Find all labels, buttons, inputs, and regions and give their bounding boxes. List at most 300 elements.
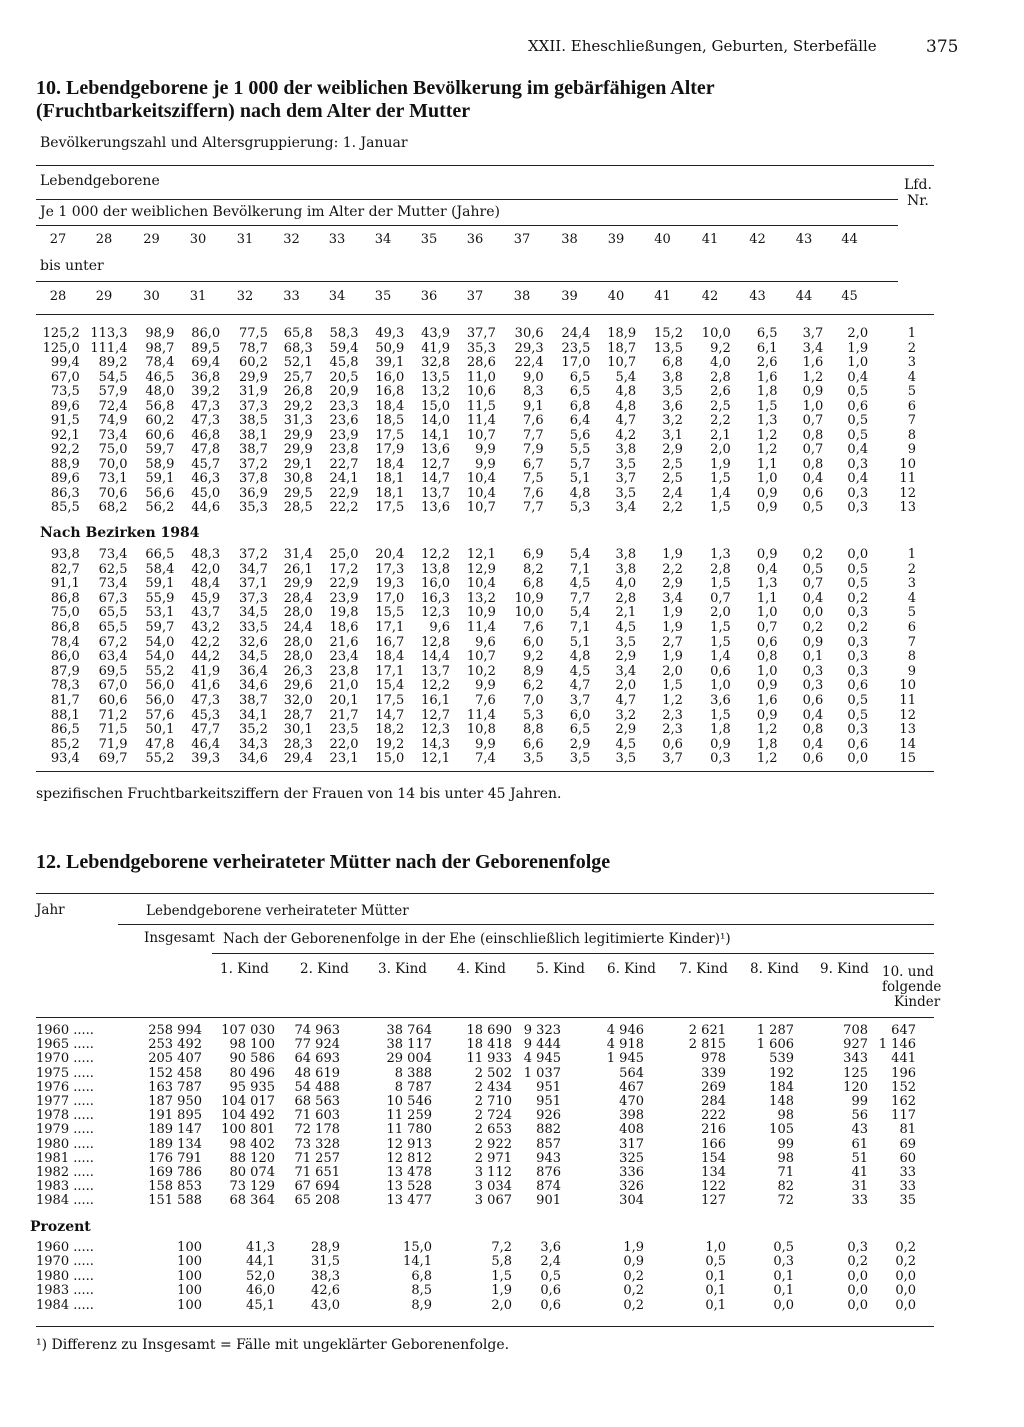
table-cell: 13,7 — [421, 663, 451, 679]
table-cell: 441 — [891, 1051, 916, 1067]
table-row — [36, 487, 916, 500]
table-cell: 2,0 — [615, 678, 637, 694]
table-cell: 0,3 — [847, 500, 869, 515]
table-cell: 0,3 — [710, 751, 731, 767]
table10-head-je1000: Je 1 000 der weiblichen Bevölkerung im Alter der Mutter (Jahre) — [40, 204, 500, 220]
table-cell: 73,4 — [98, 427, 128, 443]
table-cell: 1 945 — [606, 1051, 644, 1067]
table-cell: 2 710 — [474, 1094, 512, 1109]
table-cell: 0,5 — [847, 427, 869, 443]
table-cell: 71 651 — [294, 1165, 340, 1180]
table-cell: 127 — [701, 1193, 726, 1209]
table-cell: 3,5 — [615, 456, 637, 472]
table-cell: 14,7 — [421, 471, 451, 486]
table-cell: 192 — [769, 1065, 794, 1081]
table-cell: 1,0 — [710, 678, 731, 694]
table-cell: 3 034 — [474, 1179, 512, 1195]
table-cell: 21,0 — [329, 678, 359, 694]
table-cell: 91,1 — [50, 576, 80, 592]
table-cell: 18,1 — [375, 485, 405, 501]
table-cell: 4 918 — [606, 1037, 644, 1053]
row-number: 11 — [899, 471, 916, 486]
table-cell: 3,8 — [615, 442, 637, 457]
table-cell: 6,2 — [522, 678, 544, 694]
table-cell: 36,4 — [238, 663, 268, 679]
table-cell: 9,9 — [475, 442, 496, 457]
table-cell: 0,6 — [802, 693, 824, 708]
table-cell: 2 653 — [474, 1122, 512, 1138]
table-cell: 5,1 — [569, 634, 591, 650]
year-cell: 1965 ..... — [36, 1037, 94, 1053]
age-header-cell: 37 — [466, 289, 484, 304]
table-cell: 35,2 — [238, 722, 268, 738]
table-cell: 69,5 — [98, 663, 128, 679]
table-cell: 3,5 — [615, 751, 637, 767]
kind-column-header: 5. Kind — [536, 961, 585, 977]
table-cell: 304 — [619, 1193, 644, 1209]
table-cell: 20,9 — [329, 384, 359, 399]
table-cell: 0,5 — [847, 413, 869, 428]
table-cell: 10,6 — [466, 384, 496, 399]
table-cell: 18,6 — [329, 620, 359, 635]
table-cell: 92,2 — [50, 442, 80, 457]
table-cell: 16,7 — [375, 634, 405, 650]
table-cell: 189 147 — [148, 1122, 202, 1138]
table12-head-10-line3: Kinder — [894, 994, 941, 1010]
table-cell: 7,6 — [522, 413, 544, 428]
table-cell: 71 603 — [294, 1108, 340, 1124]
table-row — [36, 738, 916, 751]
table-cell: 23,5 — [561, 340, 591, 356]
table-cell: 0,1 — [802, 649, 824, 665]
table-row — [36, 650, 916, 663]
table-cell: 1,2 — [662, 693, 683, 708]
table-cell: 43,9 — [421, 326, 451, 341]
table-cell: 36,9 — [238, 485, 268, 501]
row-number: 5 — [907, 384, 916, 399]
table-cell: 1,6 — [756, 369, 778, 385]
table-cell: 122 — [701, 1179, 726, 1195]
table-cell: 11,0 — [466, 369, 496, 385]
table-cell: 38 117 — [386, 1037, 432, 1053]
year-cell: 1984 ..... — [36, 1193, 94, 1209]
table-cell: 4 946 — [606, 1023, 644, 1038]
table-cell: 7,6 — [475, 693, 496, 708]
table-cell: 0,8 — [756, 649, 778, 665]
table-cell: 12 913 — [386, 1136, 432, 1152]
table-cell: 0,6 — [847, 678, 869, 694]
table-cell: 253 492 — [148, 1037, 202, 1053]
table-cell: 64 693 — [294, 1051, 340, 1067]
table-cell: 87,9 — [50, 663, 80, 679]
table-cell: 7,1 — [569, 561, 591, 577]
table-cell: 0,2 — [847, 620, 869, 635]
table-cell: 0,6 — [756, 634, 778, 650]
age-header-cell: 30 — [143, 289, 160, 304]
table-cell: 14,4 — [421, 649, 451, 665]
table-cell: 4,7 — [615, 693, 637, 708]
table-cell: 0,5 — [773, 1240, 794, 1255]
table-cell: 5,4 — [569, 547, 591, 562]
page-number: 375 — [926, 37, 959, 57]
age-header-cell: 44 — [795, 289, 813, 304]
table-cell: 57,9 — [98, 384, 128, 399]
table-cell: 98 100 — [229, 1037, 275, 1053]
table-cell: 42,6 — [311, 1283, 340, 1299]
table-cell: 86,0 — [191, 326, 221, 341]
table-cell: 52,0 — [246, 1268, 275, 1284]
table-cell: 317 — [619, 1136, 644, 1152]
table-cell: 29,9 — [283, 427, 313, 443]
table-cell: 98,9 — [145, 326, 175, 341]
table-row — [36, 472, 916, 485]
table-cell: 0,2 — [623, 1268, 644, 1284]
table-cell: 100 — [177, 1297, 202, 1313]
table-cell: 65,5 — [98, 620, 128, 635]
table-cell: 88,1 — [50, 707, 80, 723]
table-cell: 2,8 — [710, 369, 731, 385]
table-cell: 10,9 — [514, 590, 544, 606]
table-cell: 29,9 — [238, 369, 268, 385]
table-cell: 78,7 — [238, 340, 268, 356]
table-cell: 9 444 — [523, 1037, 561, 1053]
table-cell: 6,0 — [569, 707, 591, 723]
table-cell: 67,0 — [50, 369, 80, 385]
table-cell: 25,7 — [283, 369, 313, 385]
table-cell: 2,5 — [662, 456, 683, 472]
table-cell: 52,1 — [283, 355, 313, 370]
table-cell: 3,4 — [802, 340, 824, 356]
table-cell: 28,0 — [283, 605, 313, 621]
table-cell: 0,6 — [710, 663, 731, 679]
table-cell: 37,2 — [238, 456, 268, 472]
table-cell: 0,9 — [802, 384, 824, 399]
table-cell: 48,4 — [191, 576, 221, 592]
table-cell: 19,3 — [375, 576, 405, 592]
table12-rule-2 — [118, 924, 934, 925]
table-cell: 1,6 — [756, 693, 778, 708]
table-cell: 3,7 — [802, 326, 824, 341]
row-number: 8 — [907, 649, 916, 665]
table-cell: 2,6 — [710, 384, 731, 399]
table-cell: 2,8 — [615, 590, 637, 606]
year-cell: 1983 ..... — [36, 1179, 94, 1195]
table-cell: 100 — [177, 1254, 202, 1270]
table-cell: 0,7 — [802, 576, 824, 592]
table10-top-rule — [36, 165, 934, 166]
table-cell: 0,3 — [847, 1240, 868, 1255]
table-cell: 152 — [891, 1079, 916, 1095]
table-cell: 60,2 — [145, 413, 175, 428]
table-cell: 34,1 — [238, 707, 268, 723]
table-cell: 0,2 — [802, 620, 824, 635]
table-cell: 14,7 — [375, 707, 405, 723]
table-cell: 13,8 — [421, 561, 451, 577]
table-row — [36, 400, 916, 413]
table-cell: 2,8 — [710, 561, 731, 577]
table-cell: 78,4 — [145, 355, 175, 370]
table-cell: 1,3 — [756, 413, 778, 428]
table-cell: 0,6 — [802, 485, 824, 501]
table-cell: 1,5 — [710, 500, 731, 515]
table-cell: 0,3 — [847, 722, 869, 738]
table-cell: 9,2 — [522, 649, 544, 665]
table-cell: 35 — [899, 1193, 916, 1209]
table-cell: 26,1 — [283, 561, 313, 577]
table-cell: 11,4 — [466, 707, 496, 723]
table-cell: 13 477 — [386, 1193, 432, 1209]
table-cell: 2,0 — [710, 442, 731, 457]
table-cell: 8,3 — [522, 384, 544, 399]
row-number: 8 — [907, 427, 916, 443]
table-cell: 1 146 — [878, 1037, 916, 1053]
table-cell: 26,8 — [283, 384, 313, 399]
table-cell: 3,6 — [540, 1240, 561, 1255]
row-number: 4 — [907, 369, 916, 385]
table-cell: 20,5 — [329, 369, 359, 385]
table-cell: 24,1 — [329, 471, 359, 486]
table-cell: 113,3 — [90, 326, 128, 341]
table-cell: 901 — [536, 1193, 561, 1209]
table-row — [36, 371, 916, 384]
table-cell: 10,9 — [466, 605, 496, 621]
table-cell: 1,5 — [662, 678, 683, 694]
table-cell: 187 950 — [148, 1094, 202, 1109]
table-row — [36, 327, 916, 340]
table-cell: 3,4 — [615, 500, 637, 515]
table10-subtitle: Bevölkerungszahl und Altersgruppierung: 1. Januar — [40, 135, 408, 151]
table-cell: 10,8 — [466, 722, 496, 738]
age-header-cell: 29 — [143, 232, 160, 247]
table-cell: 1,1 — [756, 590, 778, 606]
table-cell: 336 — [619, 1165, 644, 1180]
table12-top-rule — [36, 893, 934, 894]
table-cell: 46,5 — [145, 369, 175, 385]
table-cell: 41,3 — [246, 1240, 275, 1255]
table-cell: 38,1 — [238, 427, 268, 443]
table-row — [36, 709, 916, 722]
table-cell: 5,4 — [569, 605, 591, 621]
table-row — [36, 679, 916, 692]
table-cell: 943 — [536, 1150, 561, 1166]
table-cell: 68 364 — [229, 1193, 275, 1209]
table-cell: 51 — [851, 1150, 868, 1166]
table-cell: 2,4 — [540, 1254, 561, 1270]
table-cell: 1,9 — [662, 620, 683, 635]
age-header-cell: 44 — [841, 232, 858, 247]
table-cell: 45,7 — [191, 456, 221, 472]
table-row — [36, 621, 916, 634]
table-cell: 47,8 — [191, 442, 221, 457]
table-cell: 86,5 — [50, 722, 80, 738]
table-cell: 0,3 — [847, 649, 869, 665]
table-cell: 19,2 — [375, 736, 405, 752]
table-cell: 6,5 — [569, 722, 591, 738]
table-cell: 93,8 — [50, 547, 80, 562]
table-cell: 1,5 — [710, 707, 731, 723]
table-cell: 38,5 — [238, 413, 268, 428]
table-cell: 36,8 — [191, 369, 221, 385]
table-cell: 22,4 — [514, 355, 544, 370]
table-cell: 30,6 — [514, 326, 544, 341]
table-cell: 81 — [899, 1122, 916, 1138]
year-cell: 1984 ..... — [36, 1297, 94, 1313]
table-cell: 269 — [701, 1079, 726, 1095]
table-cell: 8,8 — [522, 722, 544, 738]
table-cell: 1,9 — [662, 547, 683, 562]
age-header-cell: 32 — [283, 232, 300, 247]
table-cell: 71,2 — [98, 707, 128, 723]
table-cell: 7,9 — [522, 442, 544, 457]
table10-rule-5 — [36, 314, 934, 315]
table-cell: 1,1 — [756, 456, 778, 472]
table-cell: 564 — [619, 1065, 644, 1081]
table-cell: 3,1 — [662, 427, 683, 443]
table-cell: 107 030 — [221, 1023, 275, 1038]
age-header-cell: 31 — [236, 232, 254, 247]
table-cell: 1,8 — [756, 384, 778, 399]
table-cell: 3 067 — [474, 1193, 512, 1209]
table-cell: 5,4 — [615, 369, 637, 385]
table-cell: 73,1 — [98, 471, 128, 486]
table-cell: 67,3 — [98, 590, 128, 606]
table-cell: 24,4 — [561, 326, 591, 341]
table-cell: 59,4 — [329, 340, 359, 356]
table-cell: 41,9 — [191, 663, 221, 679]
table-cell: 67,0 — [98, 678, 128, 694]
table-cell: 2,6 — [756, 355, 778, 370]
table-cell: 2,9 — [662, 576, 683, 592]
table-cell: 71,5 — [98, 722, 128, 738]
table-cell: 3 112 — [474, 1165, 512, 1180]
age-header-cell: 39 — [561, 289, 578, 304]
table-cell: 17,3 — [375, 561, 405, 577]
table-cell: 56,6 — [145, 485, 175, 501]
table-cell: 15,2 — [654, 326, 683, 341]
table-cell: 0,9 — [756, 500, 778, 515]
table-cell: 13 478 — [386, 1165, 432, 1180]
table12-footnote: ¹) Differenz zu Insgesamt = Fälle mit ungeklärter Geborenenfolge. — [36, 1337, 510, 1353]
age-header-cell: 28 — [49, 289, 67, 304]
table-cell: 67,2 — [98, 634, 128, 650]
table-cell: 0,0 — [802, 605, 824, 621]
table-row — [36, 723, 916, 736]
year-cell: 1975 ..... — [36, 1065, 94, 1081]
age-header-cell: 35 — [374, 289, 392, 304]
table-cell: 1,4 — [710, 649, 731, 665]
table-cell: 125 — [843, 1065, 868, 1081]
table-cell: 10,0 — [701, 326, 731, 341]
table-cell: 4,2 — [615, 427, 637, 443]
table10-head-nr: Nr. — [907, 193, 929, 209]
table-cell: 8,9 — [411, 1297, 432, 1313]
table-cell: 20,4 — [375, 547, 405, 562]
table-cell: 1,0 — [802, 398, 824, 414]
table-cell: 41 — [851, 1165, 868, 1180]
table-cell: 17,5 — [375, 500, 405, 515]
table-cell: 0,0 — [847, 751, 869, 767]
table-cell: 100 801 — [221, 1122, 275, 1138]
table-cell: 3,4 — [615, 663, 637, 679]
table-cell: 31 — [851, 1179, 868, 1195]
table-cell: 4,8 — [615, 384, 637, 399]
year-cell: 1981 ..... — [36, 1150, 94, 1166]
table-cell: 2 971 — [474, 1150, 512, 1166]
table-cell: 951 — [536, 1079, 561, 1095]
age-header-cell: 38 — [513, 289, 531, 304]
table-cell: 21,6 — [329, 634, 359, 650]
table-cell: 29,6 — [283, 678, 313, 694]
table-cell: 29,9 — [283, 576, 313, 592]
year-cell: 1983 ..... — [36, 1283, 94, 1299]
table10-title-line2: (Fruchtbarkeitsziffern) nach dem Alter der Mutter — [36, 100, 471, 122]
table-cell: 47,3 — [191, 398, 221, 414]
table-cell: 2,9 — [662, 442, 683, 457]
table-cell: 11,5 — [466, 398, 496, 414]
table-cell: 191 895 — [148, 1108, 202, 1124]
table-cell: 14,1 — [421, 427, 451, 443]
table-cell: 6,8 — [569, 398, 591, 414]
table12-head-10-line1: 10. und — [882, 964, 934, 980]
age-header-cell: 33 — [283, 289, 300, 304]
table-cell: 0,2 — [847, 590, 869, 606]
row-number: 15 — [899, 751, 916, 767]
table-cell: 39,1 — [375, 355, 405, 370]
table-cell: 12,7 — [421, 707, 451, 723]
table-cell: 54,5 — [98, 369, 128, 385]
table-cell: 56,2 — [145, 500, 175, 515]
table-cell: 47,3 — [191, 693, 221, 708]
table-cell: 2,1 — [710, 427, 731, 443]
year-cell: 1960 ..... — [36, 1023, 94, 1038]
table-cell: 0,3 — [802, 663, 824, 679]
table-cell: 2,1 — [615, 605, 637, 621]
table-cell: 10,4 — [466, 576, 496, 592]
table-cell: 0,6 — [847, 398, 869, 414]
table-cell: 17,0 — [561, 355, 591, 370]
table-cell: 0,9 — [710, 736, 731, 752]
year-cell: 1980 ..... — [36, 1136, 94, 1152]
table-cell: 100 — [177, 1283, 202, 1299]
table-cell: 74 963 — [294, 1023, 340, 1038]
table-cell: 48 619 — [294, 1065, 340, 1081]
age-header-cell: 43 — [795, 232, 813, 247]
table-row — [36, 665, 916, 678]
table-cell: 17,5 — [375, 693, 405, 708]
table-cell: 54,0 — [145, 649, 175, 665]
table-cell: 1,5 — [710, 471, 731, 486]
table-cell: 0,0 — [895, 1268, 916, 1284]
table-cell: 0,9 — [802, 634, 824, 650]
table-cell: 4,8 — [615, 398, 637, 414]
row-number: 4 — [907, 590, 916, 606]
table10-head-lfd: Lfd. — [904, 177, 932, 193]
table-cell: 2 621 — [688, 1023, 726, 1038]
table10-ages-from-row — [36, 232, 916, 247]
age-header-cell: 36 — [466, 232, 484, 247]
age-header-cell: 38 — [561, 232, 578, 247]
table-cell: 1,5 — [710, 620, 731, 635]
table-cell: 18,9 — [607, 326, 637, 341]
table-cell: 8,9 — [522, 663, 544, 679]
table-cell: 59,1 — [145, 471, 175, 486]
table-cell: 34,6 — [238, 751, 268, 767]
table-cell: 12,2 — [421, 547, 451, 562]
table-cell: 647 — [891, 1023, 916, 1038]
table-cell: 12,9 — [466, 561, 496, 577]
table-cell: 134 — [701, 1165, 726, 1180]
table-cell: 29,3 — [514, 340, 544, 356]
